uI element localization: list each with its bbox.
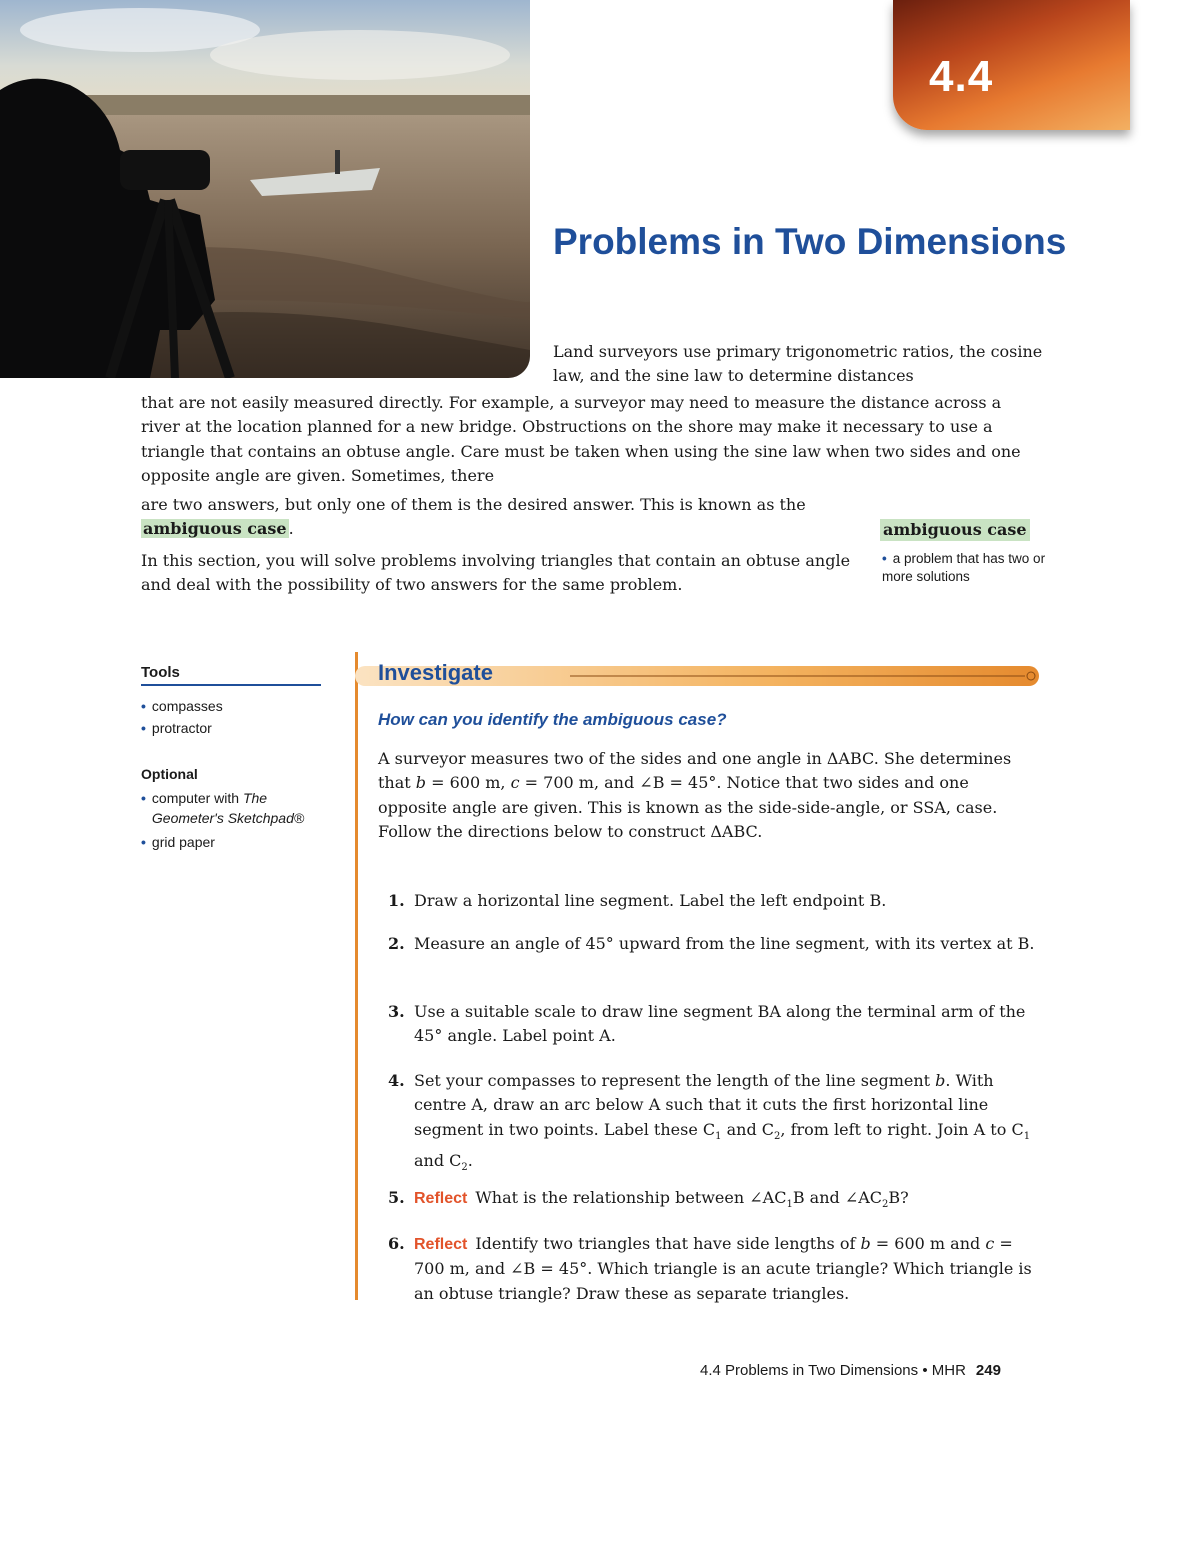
var-c: c	[510, 773, 520, 793]
ambiguous-case-term: ambiguous case	[143, 519, 287, 539]
list-item	[141, 695, 331, 717]
var-c: c	[985, 1234, 995, 1253]
step-3	[388, 1000, 1048, 1049]
step-6	[388, 1232, 1048, 1306]
step-text	[414, 1232, 1048, 1306]
tool-item: computer with	[151, 790, 243, 806]
step-text-part: and C	[414, 1151, 462, 1171]
glossary-definition-text: a problem that has two or more solutions	[882, 551, 1046, 584]
glossary-term: ambiguous case	[880, 519, 1030, 541]
step-text	[414, 1069, 1048, 1181]
glossary-definition	[882, 550, 1072, 586]
subscript: 2	[774, 1130, 781, 1142]
step-number: 4.	[388, 1071, 405, 1090]
investigate-question: How can you identify the ambiguous case?	[378, 710, 727, 729]
step-text-part: . With centre A, draw an arc below A such that it cuts the first horizontal line segment in two points. Label these C	[414, 1071, 994, 1139]
intro-paragraph-2: that are not easily measured directly. For example, a surveyor may need to measure the distance across a river at the location planned for a new bridge. Obstructions on the shore may make it necessary to use a triangle that contains an obtuse angle. Care must be taken when using the sine law when two sides and one opposite angle are given. Sometimes, there	[141, 393, 1021, 485]
step-text-part: .	[467, 1151, 473, 1171]
step-text: Measure an angle of 45° upward from the line segment, with its vertex at B.	[414, 934, 1035, 953]
tools-heading: Tools	[141, 664, 321, 686]
body-text: A surveyor measures two of the sides and one angle in ΔABC. She determines that	[378, 749, 1012, 793]
step-text	[414, 1186, 1048, 1217]
list-item	[141, 717, 331, 739]
section-number: 4.4	[929, 52, 994, 101]
bullet-icon: •	[141, 720, 146, 736]
intro-text: are two answers, but only one of them is the desired answer. This is known as the	[141, 495, 806, 514]
var-b: b	[860, 1234, 871, 1253]
tool-item: compasses	[151, 698, 223, 714]
step-text: Draw a horizontal line segment. Label the left endpoint B.	[414, 891, 887, 910]
step-text-part: What is the relationship between ∠AC	[475, 1188, 787, 1207]
intro-paragraph-3	[141, 493, 861, 542]
surveyor-photo	[0, 0, 530, 378]
step-number: 3.	[388, 1002, 405, 1021]
tools-list	[141, 695, 331, 739]
var-b: b	[415, 773, 427, 793]
var-b: b	[935, 1071, 946, 1090]
reflect-label: Reflect	[414, 1236, 468, 1253]
optional-heading: Optional	[141, 766, 198, 782]
body-text: = 600 m,	[426, 773, 511, 793]
step-number: 1.	[388, 891, 405, 910]
intro-paragraph-4: In this section, you will solve problems involving triangles that contain an obtuse angle and deal with the possibility of two answers for the same problem.	[141, 551, 851, 595]
bullet-icon: •	[141, 790, 146, 806]
step-4	[388, 1069, 1048, 1181]
page-title: Problems in Two Dimensions	[553, 221, 1067, 262]
bullet-icon: •	[882, 551, 887, 566]
section-tab	[893, 0, 1130, 130]
step-number: 6.	[388, 1234, 405, 1253]
step-text-part: B?	[888, 1188, 909, 1207]
step-text-part: Identify two triangles that have side lengths of	[475, 1234, 861, 1253]
investigate-rule	[355, 652, 358, 1300]
intro-text: .	[288, 519, 294, 539]
step-text-part: , from left to right. Join A to C	[780, 1119, 1024, 1139]
footer-text: 4.4 Problems in Two Dimensions • MHR	[700, 1362, 966, 1379]
step-2	[388, 932, 1048, 956]
step-5	[388, 1186, 1048, 1217]
step-number: 5.	[388, 1188, 405, 1207]
list-item	[141, 788, 341, 828]
tool-item: protractor	[151, 720, 212, 736]
body-text: = 700 m, and ∠B = 45°. Notice that two sides and one opposite angle are given. This is known as the side-side-angle, or SSA, case. Follow the directions below to construct ΔABC.	[378, 773, 998, 841]
step-text-part: B and ∠AC	[792, 1188, 883, 1207]
intro-paragraph-1: Land surveyors use primary trigonometric ratios, the cosine law, and the sine law to determine distances	[553, 342, 1043, 386]
investigate-heading: Investigate	[378, 660, 493, 685]
subscript: 1	[715, 1130, 722, 1142]
step-text-part: and C	[721, 1119, 775, 1139]
list-item	[141, 832, 341, 852]
step-text-part: = 700 m, and ∠B = 45°. Which triangle is an acute triangle? Which triangle is an obtuse triangle? Draw these as separate triangles.	[414, 1234, 1032, 1303]
step-text: Use a suitable scale to draw line segment BA along the terminal arm of the 45° angle. Label point A.	[414, 1002, 1026, 1046]
step-text-part: Set your compasses to represent the length of the line segment	[414, 1071, 936, 1090]
software-name: The Geometer's Sketchpad®	[151, 790, 305, 826]
subscript: 2	[461, 1162, 468, 1174]
subscript: 1	[1023, 1130, 1031, 1142]
investigate-body	[378, 747, 1038, 844]
step-number: 2.	[388, 934, 405, 953]
step-text-part: = 600 m and	[870, 1234, 986, 1253]
page-footer	[700, 1362, 1001, 1379]
reflect-label: Reflect	[414, 1190, 468, 1207]
subscript: 1	[786, 1199, 793, 1211]
step-1	[388, 889, 1048, 913]
bullet-icon: •	[141, 834, 146, 850]
tool-item: grid paper	[151, 834, 215, 850]
subscript: 2	[882, 1199, 889, 1211]
optional-tools-list	[141, 788, 341, 852]
page-number: 249	[975, 1362, 1001, 1379]
bullet-icon: •	[141, 698, 146, 714]
